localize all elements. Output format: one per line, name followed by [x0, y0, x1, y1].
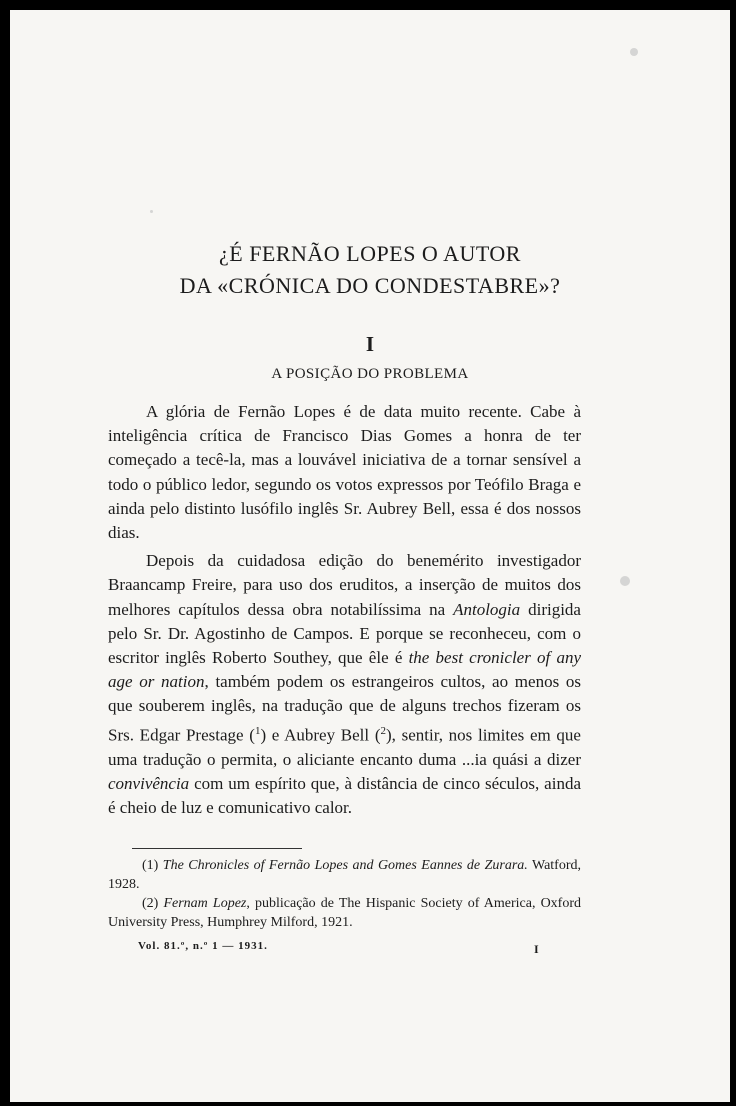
paragraph-2-text: , também podem os estrangeiros cultos, ao menos os que souberem inglês, na tradução que de alguns trechos fizeram os Srs. Edgar Prestage (	[108, 672, 581, 745]
paragraph-2-text: dirigida pelo Sr. Dr. Agostinho de Campos. E porque se reconheceu, com o escritor inglês Roberto Southey, que êle é	[108, 599, 581, 668]
paper-spot	[630, 48, 638, 56]
article-title	[10, 238, 730, 302]
footnote-ref-1: 1	[254, 724, 261, 737]
footnotes	[108, 856, 581, 932]
footnote-title: Fernam Lopez	[163, 896, 247, 911]
section-number: I	[365, 332, 375, 356]
italic-convivencia: convivência	[108, 773, 190, 793]
volume-signature: Vol. 81.º, n.º 1 — 1931.	[138, 940, 268, 952]
article-body	[108, 400, 581, 820]
document-page	[10, 10, 730, 1102]
paper-spot	[150, 210, 153, 213]
paragraph-1: A glória de Fernão Lopes é de data muito recente. Cabe à inteligência crítica de Francisco Dias Gomes a honra de ter começado a tecê-la, mas a louvável iniciativa de a tornar sensível a todo o público ledor, segundo os votos expressos por Teófilo Braga e ainda pelo distinto lusófilo inglês Sr. Aubrey Bell, essa é dos nossos dias.	[108, 402, 581, 543]
section-heading: A POSIÇÃO DO PROBLEMA	[271, 366, 469, 382]
paragraph-2-text: ) e Aubrey Bell (	[260, 725, 381, 745]
italic-quote: the best cronicler of any age or nation	[108, 648, 582, 692]
paper-spot	[620, 576, 630, 586]
sheet-number: I	[534, 942, 539, 956]
footnote-text: Watford, 1928.	[108, 858, 581, 892]
footnote-marker: (1)	[142, 858, 159, 873]
footnote-ref-2: 2	[380, 724, 386, 737]
paragraph-2-text: Depois da cuidadosa edição do benemérito investigador Braancamp Freire, para uso dos eruditos, a inserção de muitos dos melhores capítulos dessa obra notabilíssima na	[108, 551, 581, 619]
footnote-divider	[132, 848, 302, 849]
footnote-marker: (2)	[142, 896, 159, 911]
footnote-text: , publicação de The Hispanic Society of America, Oxford University Press, Humphrey Milford, 1921.	[108, 896, 581, 930]
paragraph-2	[108, 549, 581, 820]
italic-antologia: Antologia	[453, 599, 521, 619]
footnote-2	[108, 894, 581, 932]
title-line-2: DA «CRÓNICA DO CONDESTABRE»?	[179, 273, 561, 298]
paragraph-2-text: com um espírito que, à distância de cinco séculos, ainda é cheio de luz e comunicativo calor.	[108, 773, 581, 817]
paragraph-2-text: ), sentir, nos limites em que uma tradução o permita, o aliciante encanto duma ...ia quási a dizer	[108, 725, 581, 769]
title-line-1: ¿É FERNÃO LOPES O AUTOR	[218, 241, 521, 266]
footnote-title: The Chronicles of Fernão Lopes and Gomes Eannes de Zurara.	[162, 858, 528, 873]
footnote-1	[108, 856, 581, 894]
